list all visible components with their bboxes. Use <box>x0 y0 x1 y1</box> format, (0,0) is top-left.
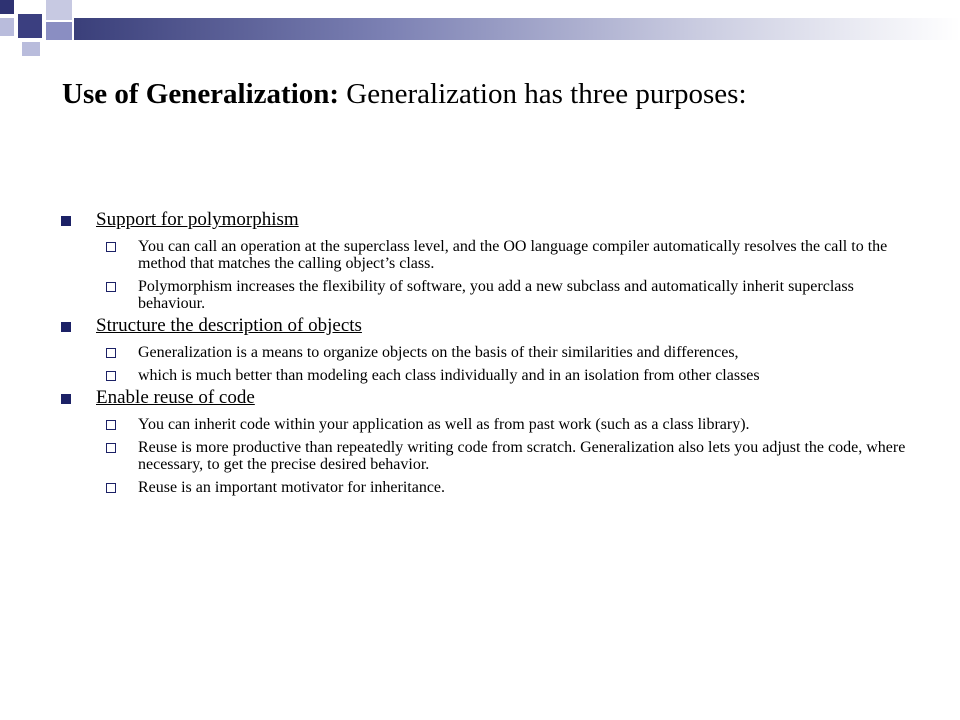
decor-square <box>18 14 42 38</box>
sub-bullet-text: Reuse is an important motivator for inheritance. <box>138 479 446 496</box>
bullet-item <box>60 386 910 410</box>
decor-square <box>46 22 72 40</box>
sub-bullet-text: You can call an operation at the superclass level, and the OO language compiler automatically resolves the call to the method that matches the calling object’s class. <box>138 238 888 272</box>
slide-title <box>62 74 942 114</box>
square-bullet-icon <box>61 322 71 332</box>
section-structure <box>60 314 910 384</box>
hollow-square-bullet-icon <box>106 371 116 381</box>
sub-bullet-text: Reuse is more productive than repeatedly writing code from scratch. Generalization also lets you adjust the code, where necessary, to get the precise desired behavior. <box>138 439 906 473</box>
sub-bullet-item <box>138 344 910 361</box>
decor-square <box>46 0 72 20</box>
section-heading: Structure the description of objects <box>96 315 362 336</box>
square-bullet-icon <box>61 216 71 226</box>
square-bullet-icon <box>61 394 71 404</box>
section-polymorphism <box>60 208 910 312</box>
decor-square <box>0 18 14 36</box>
title-bold: Use of Generalization: <box>62 78 340 110</box>
bullet-item <box>60 314 910 338</box>
section-reuse <box>60 386 910 496</box>
hollow-square-bullet-icon <box>106 242 116 252</box>
sub-bullet-text: which is much better than modeling each class individually and in an isolation from other classes <box>138 367 760 384</box>
hollow-square-bullet-icon <box>106 420 116 430</box>
sub-bullet-item <box>138 278 910 312</box>
sub-bullet-text: Generalization is a means to organize objects on the basis of their similarities and differences, <box>138 344 739 361</box>
title-rest: Generalization has three purposes: <box>339 78 747 110</box>
sub-bullet-item <box>138 439 910 473</box>
sub-bullet-text: Polymorphism increases the flexibility of software, you add a new subclass and automatically inherit superclass behaviour. <box>138 278 854 312</box>
top-gradient-bar <box>74 18 960 40</box>
sub-bullet-text: You can inherit code within your application as well as from past work (such as a class library). <box>138 416 750 433</box>
sub-bullet-item <box>138 238 910 272</box>
hollow-square-bullet-icon <box>106 282 116 292</box>
section-heading: Enable reuse of code <box>96 387 255 408</box>
hollow-square-bullet-icon <box>106 443 116 453</box>
hollow-square-bullet-icon <box>106 483 116 493</box>
section-heading: Support for polymorphism <box>96 209 299 230</box>
bullet-item <box>60 208 910 232</box>
sub-bullet-item <box>138 416 910 433</box>
sub-bullet-item <box>138 479 910 496</box>
decor-square <box>22 42 40 56</box>
sub-bullet-item <box>138 367 910 384</box>
decor-square <box>0 0 14 14</box>
slide-content <box>60 208 910 498</box>
hollow-square-bullet-icon <box>106 348 116 358</box>
